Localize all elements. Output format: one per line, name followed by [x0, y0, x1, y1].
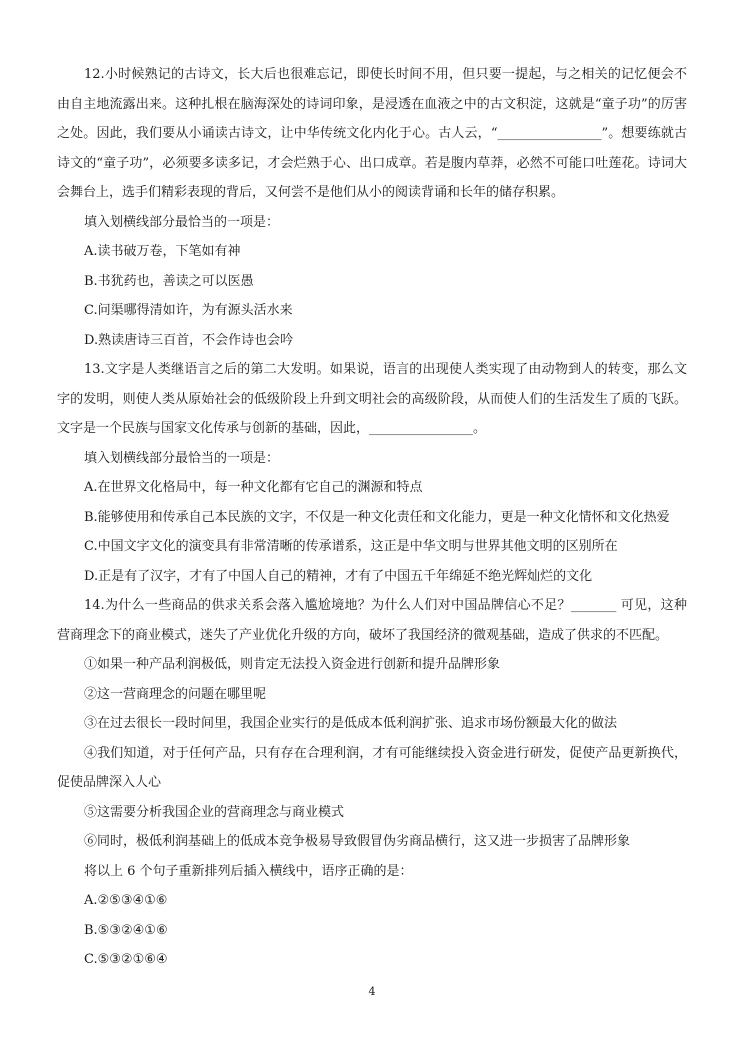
- page-number: 4: [368, 985, 376, 998]
- question-14-stem: 14.为什么一些商品的供求关系会落入尴尬境地？为什么人们对中国品牌信心不足？_______ 可见，这种营商理念下的商业模式，迷失了产业优化升级的方向，破坏了我国经济的微观基础，造成了供求的不匹配。: [57, 598, 687, 643]
- question-12-option-c: C.问渠哪得清如许，为有源头活水来: [84, 303, 293, 318]
- question-14-sentence-5: ⑤这需要分析我国企业的营商理念与商业模式: [84, 804, 345, 820]
- question-13-option-c: C.中国文字文化的演变具有非常清晰的传承谱系，这正是中华文明与世界其他文明的区别所在: [84, 539, 618, 554]
- document-page: [57, 60, 687, 975]
- question-13-option-d: D.正是有了汉字，才有了中国人自己的精神，才有了中国五千年绵延不绝光辉灿烂的文化: [84, 568, 593, 584]
- question-12-prompt: 填入划横线部分最恰当的一项是：: [84, 214, 280, 230]
- question-12-option-d: D.熟读唐诗三百首，不会作诗也会吟: [84, 332, 294, 348]
- question-13-prompt: 填入划横线部分最恰当的一项是：: [84, 450, 280, 466]
- question-13-option-b: B.能够使用和传承自己本民族的文字，不仅是一种文化责任和文化能力，更是一种文化情怀和文化热爱: [84, 509, 670, 525]
- question-14-prompt: 将以上 6 个句子重新排列后插入横线中，语序正确的是：: [84, 863, 413, 879]
- question-12-option-a: A.读书破万卷，下笔如有神: [84, 244, 241, 259]
- question-14-option-a: A.②⑤③④①⑥: [84, 893, 168, 908]
- question-12-stem: 12.小时候熟记的古诗文，长大后也很难忘记，即使长时间不用，但只要一提起，与之相关的记忆便会不由自主地流露出来。这种扎根在脑海深处的诗词印象，是浸透在血液之中的古文积淀，这就是“童子功”的厉害之处。因此，我们要从小诵读古诗文，让中华传统文化内化于心。古人云，“________________”。想要练就古诗文的“童子功”，必须要多读多记，才会烂熟于心、出口成章。若是腹内草莽，必然不可能口吐莲花。诗词大会舞台上，选手们精彩表现的背后，又何尝不是他们从小的阅读背诵和长年的储存积累。: [57, 67, 687, 200]
- question-13-option-a: A.在世界文化格局中，每一种文化都有它自己的渊源和特点: [84, 480, 423, 495]
- question-12-option-b: B.书犹药也，善读之可以医愚: [84, 273, 254, 289]
- question-14-sentence-4: ④我们知道，对于任何产品，只有存在合理利润，才有可能继续投入资金进行研发，促使产品更新换代，促使品牌深入人心: [57, 745, 687, 790]
- question-14-option-c: C.⑤③②①⑥④: [84, 952, 168, 967]
- question-14-sentence-6: ⑥同时，极低利润基础上的低成本竞争极易导致假冒伪劣商品横行，这又进一步损害了品牌形象: [84, 834, 631, 849]
- question-14-sentence-1: ①如果一种产品利润极低，则肯定无法投入资金进行创新和提升品牌形象: [84, 657, 501, 672]
- question-13-stem: 13.文字是人类继语言之后的第二大发明。如果说，语言的出现使人类实现了由动物到人的转变，那么文字的发明，则使人类从原始社会的低级阶段上升到文明社会的高级阶段，从而使人们的生活发生了质的飞跃。文字是一个民族与国家文化传承与创新的基础，因此，________________。: [57, 362, 687, 436]
- question-14-sentence-2: ②这一营商理念的问题在哪里呢: [84, 686, 267, 702]
- question-14-sentence-3: ③在过去很长一段时间里，我国企业实行的是低成本低利润扩张、追求市场份额最大化的做法: [84, 716, 618, 731]
- question-14-option-b: B.⑤③②④①⑥: [84, 922, 168, 938]
